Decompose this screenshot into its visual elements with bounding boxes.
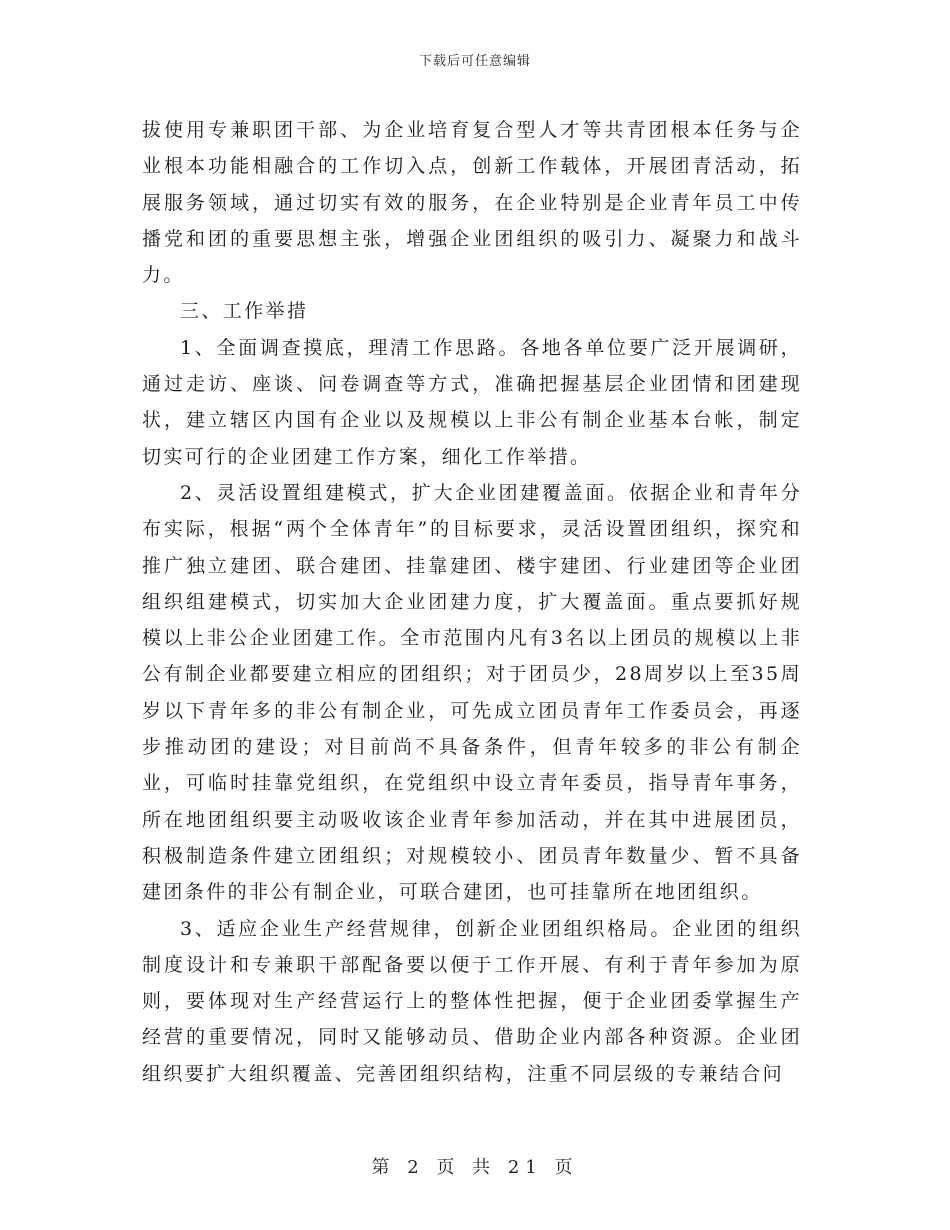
page-header: 下载后可任意编辑 <box>418 54 531 69</box>
paragraph-continuation: 拔使用专兼职团干部、为企业培育复合型人才等共青团根本任务与企业根本功能相融合的工作切入点，创新工作载体，开展团青活动，拓展服务领域，通过切实有效的服务，在企业特别是企业青年员工中传播党和团的重要思想主张，增强企业团组织的吸引力、凝聚力和战斗力。 <box>142 119 802 287</box>
paragraph-item-1: 1、全面调查摸底，理清工作思路。各地各单位要广泛开展调研，通过走访、座谈、问卷调查等方式，准确把握基层企业团情和团建现状，建立辖区内国有企业以及规模以上非公有制企业基本台帐，制定切实可行的企业团建工作方案，细化工作举措。 <box>142 336 802 468</box>
paragraph-item-2: 2、灵活设置组建模式，扩大企业团建覆盖面。依据企业和青年分布实际，根据“两个全体青年”的目标要求，灵活设置团组织，探究和推广独立建团、联合建团、挂靠建团、楼宇建团、行业建团等企业团组织组建模式，切实加大企业团建力度，扩大覆盖面。重点要抓好规模以上非公企业团建工作。全市范围内凡有3名以上团员的规模以上非公有制企业都要建立相应的团组织；对于团员少，28周岁以上至35周岁以下青年多的非公有制企业，可先成立团员青年工作委员会，再逐步推动团的建设；对目前尚不具备条件，但青年较多的非公有制企业，可临时挂靠党组织，在党组织中设立青年委员，指导青年事务，所在地团组织要主动吸收该企业青年参加活动，并在其中进展团员，积极制造条件建立团组织；对规模较小、团员青年数量少、暂不具备建团条件的非公有制企业，可联合建团，也可挂靠所在地团组织。 <box>142 481 802 904</box>
page-number-footer: 第 2 页 共 21 页 <box>371 1157 579 1178</box>
paragraph-item-3: 3、适应企业生产经营规律，创新企业团组织格局。企业团的组织制度设计和专兼职干部配备要以便于工作开展、有利于青年参加为原则，要体现对生产经营运行上的整体性把握，便于企业团委掌握生产经营的重要情况，同时又能够动员、借助企业内部各种资源。企业团组织要扩大组织覆盖、完善团组织结构，注重不同层级的专兼结合问 <box>142 917 802 1085</box>
section-heading: 三、工作举措 <box>180 300 309 323</box>
document-body <box>142 112 802 1092</box>
